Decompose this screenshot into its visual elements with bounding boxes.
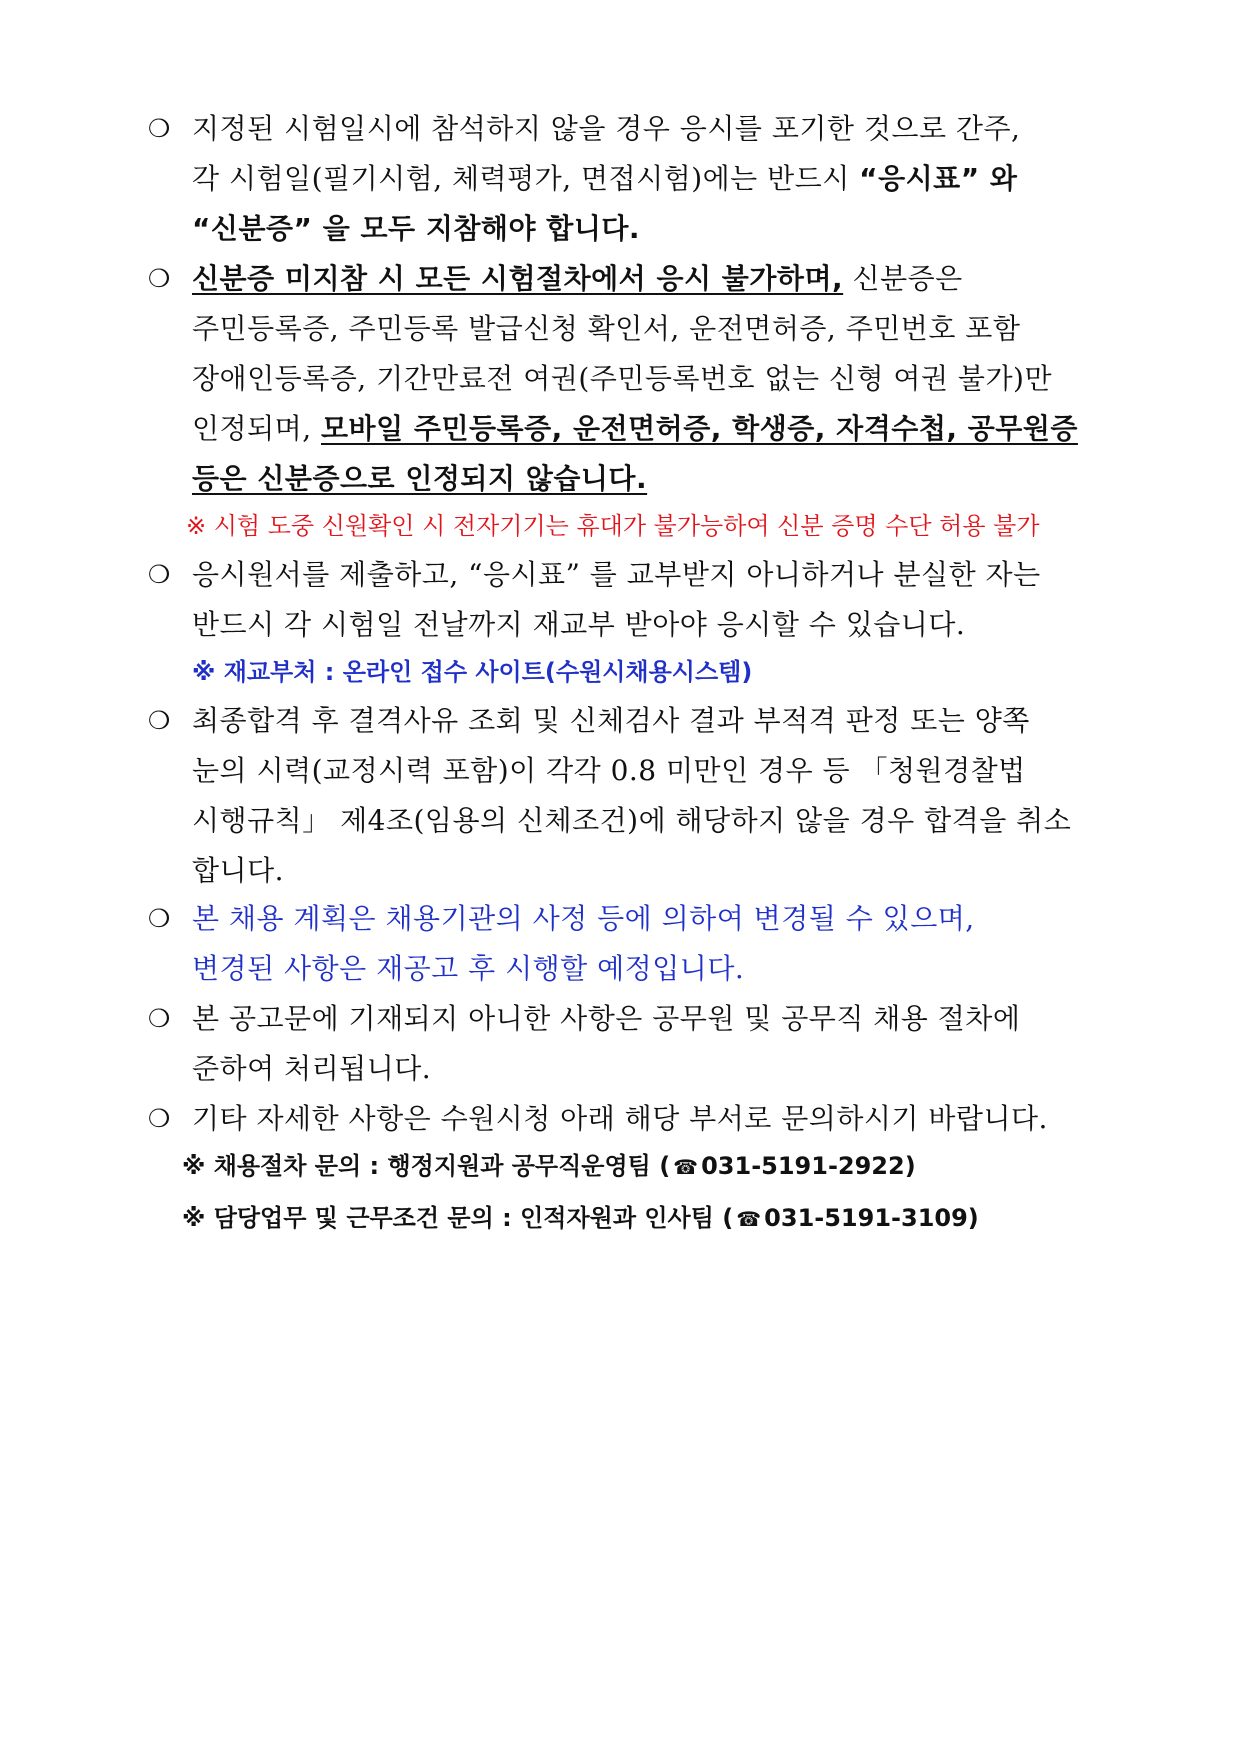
phone-number: 031-5191-2922)	[701, 1152, 916, 1180]
text-line	[192, 550, 1041, 600]
text-span: 장애인등록증, 기간만료전 여권(주민등록번호 없는 신형 여권 불가)만	[192, 362, 1052, 395]
text-line	[192, 600, 965, 650]
bullet-icon: ❍	[148, 560, 171, 589]
text-line	[192, 1044, 431, 1094]
bullet-icon: ❍	[148, 706, 171, 735]
emphasis-underlined-text: 등은 신분증으로 인정되지 않습니다.	[192, 462, 648, 495]
text-span: 눈의 시력(교정시력 포함)이 각각 0.8 미만인 경우 등 「청원경찰법	[192, 754, 1026, 787]
emphasis-underlined-text: 모바일 주민등록증, 운전면허증, 학생증, 자격수첩, 공무원증	[321, 412, 1078, 445]
text-line	[192, 944, 744, 994]
text-line	[192, 1094, 1048, 1144]
text-line	[192, 304, 1020, 354]
text-span: 기타 자세한 사항은 수원시청 아래 해당 부서로 문의하시기 바랍니다.	[192, 1102, 1048, 1135]
contact-label: ※ 담당업무 및 근무조건 문의 : 인적자원과 인사팀 (	[182, 1204, 734, 1232]
contact-recruitment	[182, 1146, 916, 1187]
text-span: 지정된 시험일시에 참석하지 않을 경우 응시를 포기한 것으로 간주,	[192, 112, 1021, 145]
bullet-icon: ❍	[148, 1004, 171, 1033]
text-line	[192, 104, 1020, 154]
text-span: 본 공고문에 기재되지 아니한 사항은 공무원 및 공무직 채용 절차에	[192, 1002, 1021, 1035]
bullet-icon: ❍	[148, 1104, 171, 1133]
text-line	[192, 796, 1071, 846]
reissue-note: ※ 재교부처 : 온라인 접수 사이트(수원시채용시스템)	[192, 658, 753, 686]
warning-note: ※ 시험 도중 신원확인 시 전자기기는 휴대가 불가능하여 신분 증명 수단 허용 불가	[186, 512, 1040, 540]
contact-label: ※ 채용절차 문의 : 행정지원과 공무직운영팀 (	[182, 1152, 671, 1180]
text-span: 최종합격 후 결격사유 조회 및 신체검사 결과 부적격 판정 또는 양쪽	[192, 704, 1030, 737]
emphasis-underlined-text: 신분증 미지참 시 모든 시험절차에서 응시 불가하며,	[192, 262, 844, 295]
emphasis-text: “신분증” 을 모두 지참해야 합니다.	[192, 212, 641, 245]
text-line	[192, 696, 1030, 746]
phone-number: 031-5191-3109)	[764, 1204, 979, 1232]
phone-icon: ☎	[736, 1207, 762, 1231]
text-line	[192, 354, 1052, 404]
text-line	[192, 894, 975, 944]
text-line	[192, 404, 1078, 454]
text-span: 응시원서를 제출하고, “응시표” 를 교부받지 아니하거나 분실한 자는	[192, 558, 1041, 591]
text-span: 변경된 사항은 재공고 후 시행할 예정입니다.	[192, 952, 745, 985]
text-line	[192, 454, 647, 504]
text-span: 준하여 처리됩니다.	[192, 1052, 432, 1085]
text-span: 주민등록증, 주민등록 발급신청 확인서, 운전면허증, 주민번호 포함	[192, 312, 1021, 345]
phone-icon: ☎	[673, 1155, 699, 1179]
bullet-icon: ❍	[148, 904, 171, 933]
text-span: 신분증은	[843, 262, 963, 295]
text-line	[192, 994, 1020, 1044]
text-span: 반드시 각 시험일 전날까지 재교부 받아야 응시할 수 있습니다.	[192, 608, 966, 641]
text-span: 인정되며,	[192, 412, 321, 445]
contact-hr	[182, 1198, 979, 1239]
text-span: 각 시험일(필기시험, 체력평가, 면접시험)에는 반드시	[192, 162, 860, 195]
text-span: 본 채용 계획은 채용기관의 사정 등에 의하여 변경될 수 있으며,	[192, 902, 975, 935]
bullet-icon: ❍	[148, 114, 171, 143]
text-line	[192, 846, 284, 896]
text-span: 합니다.	[192, 854, 285, 887]
text-line	[192, 204, 640, 254]
text-line	[192, 254, 963, 304]
text-line	[192, 746, 1026, 796]
bullet-icon: ❍	[148, 264, 171, 293]
text-span: 시행규칙」 제4조(임용의 신체조건)에 해당하지 않을 경우 합격을 취소	[192, 804, 1072, 837]
emphasis-text: “응시표” 와	[859, 162, 1018, 195]
text-line	[192, 154, 1017, 204]
